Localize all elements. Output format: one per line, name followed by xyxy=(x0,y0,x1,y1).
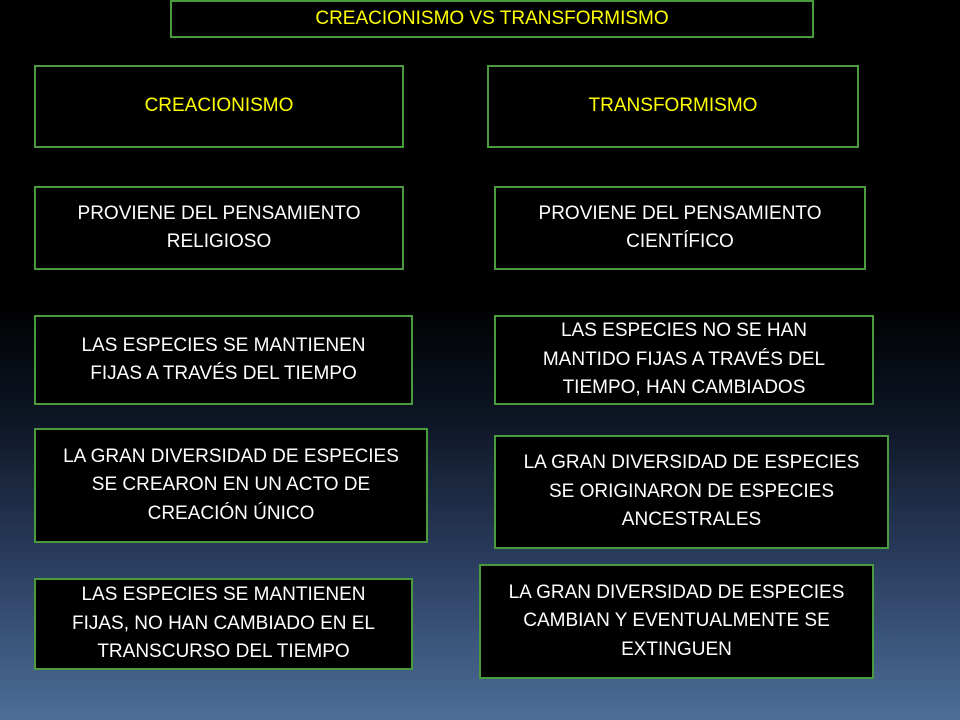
creacionismo-item-fixed-species: LAS ESPECIES SE MANTIENEN FIJAS A TRAVÉS DEL TIEMPO xyxy=(34,315,413,405)
creacionismo-header: CREACIONISMO xyxy=(34,65,404,148)
creacionismo-item-unchanged: LAS ESPECIES SE MANTIENEN FIJAS, NO HAN CAMBIADO EN EL TRANSCURSO DEL TIEMPO xyxy=(34,578,413,670)
transformismo-item-changing-species: LAS ESPECIES NO SE HAN MANTIDO FIJAS A TRAVÉS DEL TIEMPO, HAN CAMBIADOS xyxy=(494,315,874,405)
transformismo-item-origin: PROVIENE DEL PENSAMIENTO CIENTÍFICO xyxy=(494,186,866,270)
creacionismo-item-single-creation: LA GRAN DIVERSIDAD DE ESPECIES SE CREARON EN UN ACTO DE CREACIÓN ÚNICO xyxy=(34,428,428,543)
transformismo-item-extinction: LA GRAN DIVERSIDAD DE ESPECIES CAMBIAN Y EVENTUALMENTE SE EXTINGUEN xyxy=(479,564,874,679)
diagram-title: CREACIONISMO VS TRANSFORMISMO xyxy=(170,0,814,38)
transformismo-header: TRANSFORMISMO xyxy=(487,65,859,148)
transformismo-item-ancestral-origin: LA GRAN DIVERSIDAD DE ESPECIES SE ORIGINARON DE ESPECIES ANCESTRALES xyxy=(494,435,889,549)
creacionismo-item-origin: PROVIENE DEL PENSAMIENTO RELIGIOSO xyxy=(34,186,404,270)
